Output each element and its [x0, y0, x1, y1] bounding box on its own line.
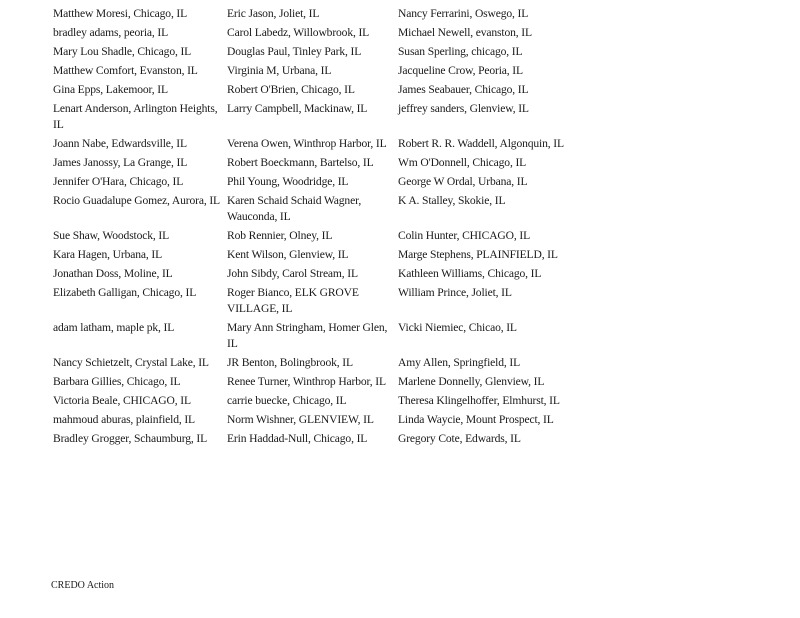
signer-name: Lenart Anderson, Arlington Heights, IL	[53, 102, 218, 131]
signer-name: Michael Newell, evanston, IL	[398, 26, 532, 39]
signer-name: Karen Schaid Schaid Wagner, Wauconda, IL	[227, 194, 362, 223]
table-row	[53, 61, 613, 80]
signer-name: Susan Sperling, chicago, IL	[398, 45, 523, 58]
signer-name: Marlene Donnelly, Glenview, IL	[398, 375, 545, 388]
signer-name: Renee Turner, Winthrop Harbor, IL	[227, 375, 386, 388]
signer-name: bradley adams, peoria, IL	[53, 26, 169, 39]
signer-name: Verena Owen, Winthrop Harbor, IL	[227, 137, 387, 150]
signer-name: Bradley Grogger, Schaumburg, IL	[53, 432, 208, 445]
signer-name: Kathleen Williams, Chicago, IL	[398, 267, 542, 280]
table-row	[53, 391, 613, 410]
signer-name: Robert O'Brien, Chicago, IL	[227, 83, 355, 96]
signer-name: Nancy Ferrarini, Oswego, IL	[398, 7, 529, 20]
signer-name: James Janossy, La Grange, IL	[53, 156, 188, 169]
table-row	[53, 372, 613, 391]
signer-name: Roger Bianco, ELK GROVE VILLAGE, IL	[227, 286, 359, 315]
signer-name: Theresa Klingelhoffer, Elmhurst, IL	[398, 394, 560, 407]
signer-name: Mary Ann Stringham, Homer Glen, IL	[227, 321, 388, 350]
table-row	[53, 153, 613, 172]
table-row	[53, 4, 613, 23]
table-row	[53, 264, 613, 283]
signer-name: Linda Waycie, Mount Prospect, IL	[398, 413, 554, 426]
signer-name: Erin Haddad-Null, Chicago, IL	[227, 432, 368, 445]
table-row	[53, 99, 613, 134]
signer-name: Robert R. R. Waddell, Algonquin, IL	[398, 137, 564, 150]
signer-name: Gregory Cote, Edwards, IL	[398, 432, 521, 445]
table-row	[53, 134, 613, 153]
table-row	[53, 318, 613, 353]
signer-name: Wm O'Donnell, Chicago, IL	[398, 156, 527, 169]
signer-name: Larry Campbell, Mackinaw, IL	[227, 102, 368, 115]
signer-name: Virginia M, Urbana, IL	[227, 64, 332, 77]
table-row	[53, 226, 613, 245]
signer-name: Marge Stephens, PLAINFIELD, IL	[398, 248, 558, 261]
signer-name: mahmoud aburas, plainfield, IL	[53, 413, 195, 426]
signer-name: Rocio Guadalupe Gomez, Aurora, IL	[53, 194, 220, 207]
table-row	[53, 353, 613, 372]
table-row	[53, 80, 613, 99]
signer-name: James Seabauer, Chicago, IL	[398, 83, 529, 96]
table-row	[53, 172, 613, 191]
signer-name: Douglas Paul, Tinley Park, IL	[227, 45, 362, 58]
signer-name: Kent Wilson, Glenview, IL	[227, 248, 349, 261]
signer-name: Kara Hagen, Urbana, IL	[53, 248, 163, 261]
signer-name: Colin Hunter, CHICAGO, IL	[398, 229, 531, 242]
table-row	[53, 429, 613, 448]
signer-name: Nancy Schietzelt, Crystal Lake, IL	[53, 356, 209, 369]
signer-name: Robert Boeckmann, Bartelso, IL	[227, 156, 374, 169]
signer-name: Matthew Comfort, Evanston, IL	[53, 64, 198, 77]
signer-name: Jacqueline Crow, Peoria, IL	[398, 64, 523, 77]
signer-name: JR Benton, Bolingbrook, IL	[227, 356, 353, 369]
signer-name: adam latham, maple pk, IL	[53, 321, 175, 334]
signer-name: Vicki Niemiec, Chicao, IL	[398, 321, 517, 334]
table-row	[53, 410, 613, 429]
signer-name: Barbara Gillies, Chicago, IL	[53, 375, 181, 388]
signer-name: K A. Stalley, Skokie, IL	[398, 194, 506, 207]
signer-name: Norm Wishner, GLENVIEW, IL	[227, 413, 374, 426]
footer-credit: CREDO Action	[51, 580, 115, 591]
signer-name: Matthew Moresi, Chicago, IL	[53, 7, 188, 20]
signer-name: Mary Lou Shadle, Chicago, IL	[53, 45, 192, 58]
signer-name: Gina Epps, Lakemoor, IL	[53, 83, 168, 96]
signer-name: Jonathan Doss, Moline, IL	[53, 267, 173, 280]
signer-name: carrie buecke, Chicago, IL	[227, 394, 347, 407]
signer-name: Joann Nabe, Edwardsville, IL	[53, 137, 187, 150]
signer-name: Phil Young, Woodridge, IL	[227, 175, 349, 188]
signer-name: Carol Labedz, Willowbrook, IL	[227, 26, 370, 39]
signer-name: Victoria Beale, CHICAGO, IL	[53, 394, 191, 407]
signer-name: John Sibdy, Carol Stream, IL	[227, 267, 358, 280]
signer-name: George W Ordal, Urbana, IL	[398, 175, 528, 188]
table-row	[53, 23, 613, 42]
table-row	[53, 42, 613, 61]
table-row	[53, 245, 613, 264]
signer-name: William Prince, Joliet, IL	[398, 286, 512, 299]
table-row	[53, 191, 613, 226]
signer-name: Amy Allen, Springfield, IL	[398, 356, 521, 369]
signer-name: jeffrey sanders, Glenview, IL	[398, 102, 529, 115]
signer-name: Rob Rennier, Olney, IL	[227, 229, 333, 242]
table-row	[53, 283, 613, 318]
signer-name-grid	[53, 4, 613, 448]
signer-name: Elizabeth Galligan, Chicago, IL	[53, 286, 197, 299]
signer-name: Jennifer O'Hara, Chicago, IL	[53, 175, 184, 188]
signer-name: Eric Jason, Joliet, IL	[227, 7, 320, 20]
signer-name: Sue Shaw, Woodstock, IL	[53, 229, 170, 242]
